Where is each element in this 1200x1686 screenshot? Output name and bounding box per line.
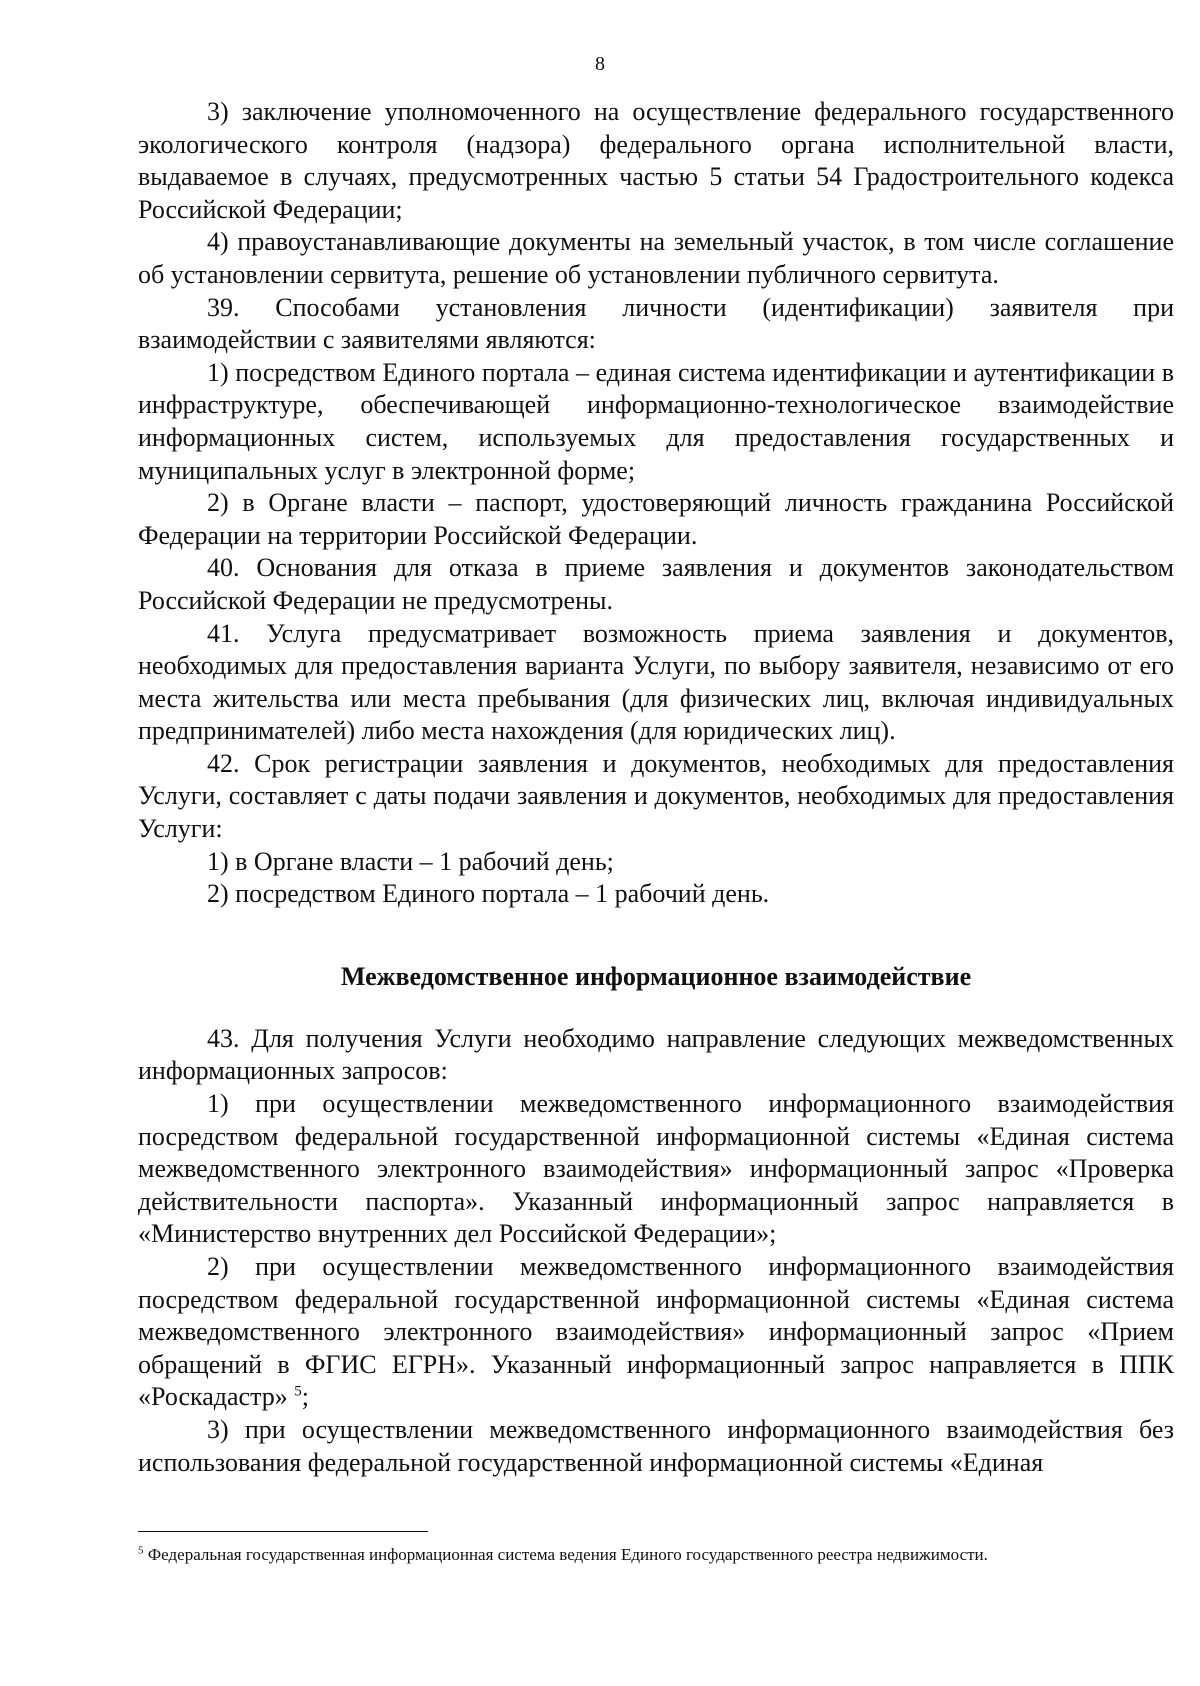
paragraph-39-item-2: 2) в Органе власти – паспорт, удостоверяющий личность гражданина Российской Федерации на территории Российской Федерации. xyxy=(138,488,1174,550)
paragraph-42: 42. Срок регистрации заявления и документов, необходимых для предоставления Услуги, составляет с даты подачи заявления и документов, необходимых для предоставления Услуги: xyxy=(138,748,1174,844)
paragraph-39: 39. Способами установления личности (идентификации) заявителя при взаимодействии с заявителями являются: xyxy=(138,292,1174,355)
paragraph-43-item-2 xyxy=(138,1251,1174,1414)
paragraph-43-item-2-text: 2) при осуществлении межведомственного информационного взаимодействия посредством федеральной государственной информационной системы «Единая система межведомственного электронного взаимодействия» информационный запрос «Прием обращений в ФГИС ЕГРН». Указанный информационный запрос направляется в ППК «Роскадастр» xyxy=(138,1252,1174,1412)
section-heading: Межведомственное информационное взаимодействие xyxy=(340,961,972,991)
page-number: 8 xyxy=(595,53,605,75)
paragraph-39-item-1: 1) посредством Единого портала – единая система идентификации и аутентификации в инфраструктуре, обеспечивающей информационно-технологическое взаимодействие информационных систем, используемых для предоставления государственных и муниципальных услуг в электронной форме; xyxy=(138,357,1174,485)
footnote-divider xyxy=(138,1531,428,1532)
paragraph-40: 40. Основания для отказа в приеме заявления и документов законодательством Российской Федерации не предусмотрены. xyxy=(138,553,1174,615)
footnote-text: Федеральная государственная информационная система ведения Единого государственного реестра недвижимости. xyxy=(147,1545,988,1564)
footnote xyxy=(138,1544,1178,1566)
footnote-number: 5 xyxy=(138,1544,144,1557)
paragraph-item-4-land-documents: 4) правоустанавливающие документы на земельный участок, в том числе соглашение об установлении сервитута, решение об установлении публичного сервитута. xyxy=(138,227,1174,289)
footnote-reference-suffix: ; xyxy=(301,1382,310,1412)
paragraph-item-3-conclusion: 3) заключение уполномоченного на осуществление федерального государственного экологического контроля (надзора) федерального органа исполнительной власти, выдаваемое в случаях, предусмотренных частью 5 статьи 54 Градостроительного кодекса Российской Федерации; xyxy=(138,97,1174,224)
paragraph-41: 41. Услуга предусматривает возможность приема заявления и документов, необходимых для предоставления варианта Услуги, по выбору заявителя, независимо от его места жительства или места пребывания (для физических лиц, включая индивидуальных предпринимателей) либо места нахождения (для юридических лиц). xyxy=(138,618,1174,746)
paragraph-43-item-3: 3) при осуществлении межведомственного информационного взаимодействия без использования федеральной государственной информационной системы «Единая xyxy=(138,1414,1174,1477)
paragraph-43: 43. Для получения Услуги необходимо направление следующих межведомственных информационных запросов: xyxy=(138,1023,1174,1086)
paragraph-43-item-1: 1) при осуществлении межведомственного информационного взаимодействия посредством федеральной государственной информационной системы «Единая система межведомственного электронного взаимодействия» информационный запрос «Проверка действительности паспорта». Указанный информационный запрос направляется в «Министерство внутренних дел Российской Федерации»; xyxy=(138,1089,1174,1249)
paragraph-42-item-2: 2) посредством Единого портала – 1 рабочий день. xyxy=(207,879,770,909)
footnote-reference[interactable]: 5 xyxy=(294,1383,302,1400)
paragraph-42-item-1: 1) в Органе власти – 1 рабочий день; xyxy=(207,846,614,876)
document-body xyxy=(138,96,1174,1479)
